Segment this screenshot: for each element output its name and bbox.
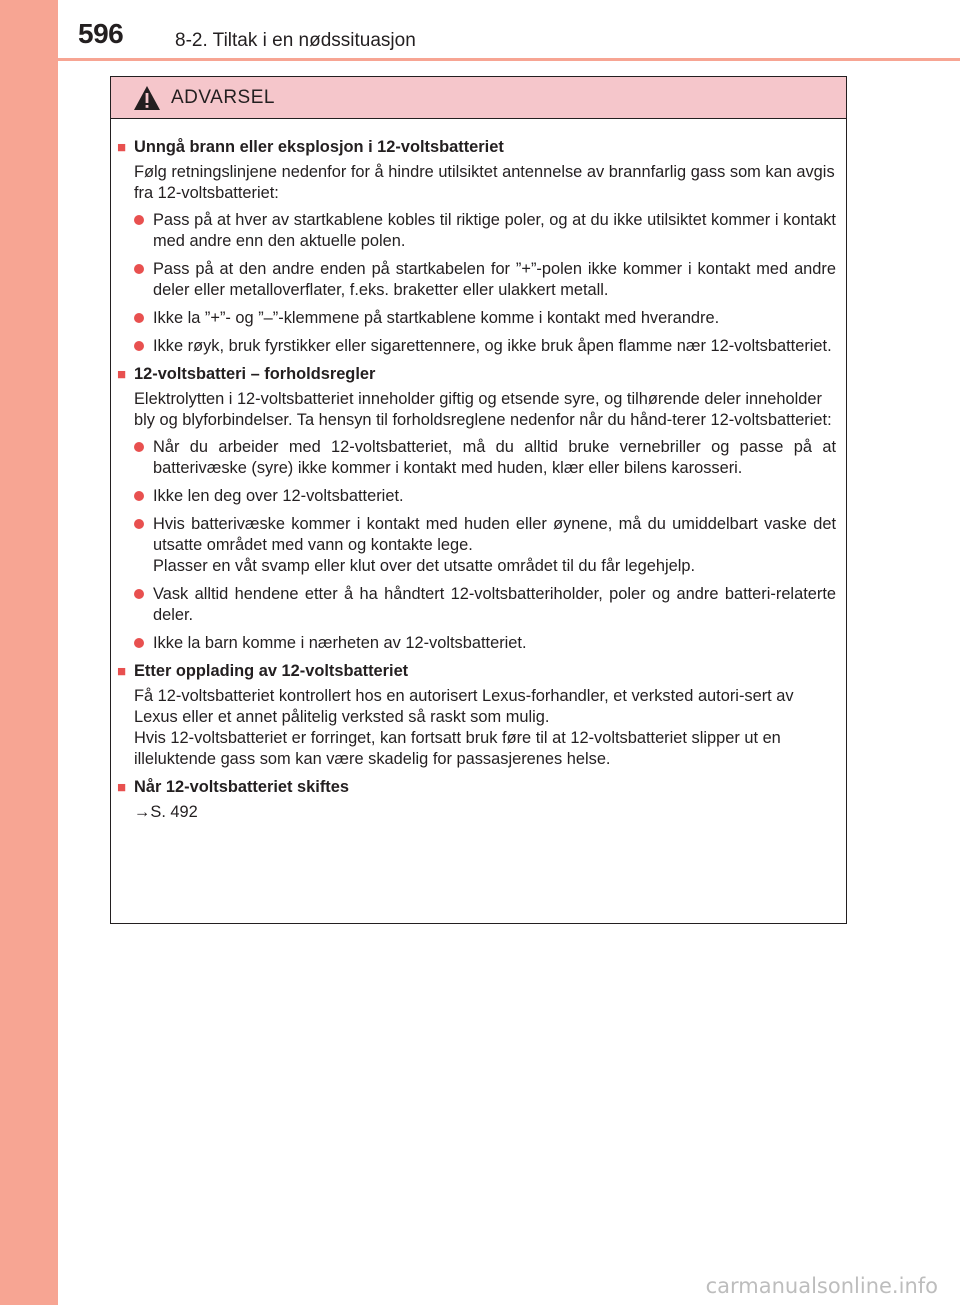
warning-triangle-icon bbox=[133, 85, 161, 111]
section-heading bbox=[117, 137, 836, 158]
red-dot-icon bbox=[134, 308, 153, 329]
list-item-text: Hvis batterivæske kommer i kontakt med huden eller øynene, må du umiddelbart vaske det utsatte området med vann og kontakte lege. bbox=[153, 515, 836, 554]
section-paragraph bbox=[134, 686, 836, 770]
warning-section bbox=[117, 661, 836, 770]
warning-section bbox=[117, 137, 836, 357]
section-paragraph bbox=[134, 162, 836, 204]
warning-section bbox=[117, 777, 836, 823]
list-item bbox=[134, 210, 836, 252]
section-title: 8-2. Tiltak i en nødssituasjon bbox=[175, 30, 416, 51]
list-item-text: Vask alltid hendene etter å ha håndtert 12-voltsbatteriholder, poler og andre batteri-relaterte deler. bbox=[153, 585, 836, 624]
list-item bbox=[134, 514, 836, 577]
page-reference: →S. 492 bbox=[134, 803, 198, 821]
header-rule bbox=[58, 58, 960, 61]
page-number: 596 bbox=[78, 18, 124, 49]
square-bullet-icon: ■ bbox=[117, 366, 127, 383]
red-dot-icon bbox=[134, 210, 153, 231]
red-dot-icon bbox=[134, 336, 153, 357]
warning-body bbox=[111, 119, 846, 823]
paragraph-line: Få 12-voltsbatteriet kontrollert hos en autorisert Lexus-forhandler, et verksted autori-sert av Lexus eller et annet pålitelig verksted så raskt som mulig. bbox=[134, 687, 794, 726]
page-header bbox=[58, 0, 960, 64]
list-item-text: Når du arbeider med 12-voltsbatteriet, må du alltid bruke vernebriller og passe på at batterivæske (syre) ikke kommer i kontakt med huden, klær eller bilens karosseri. bbox=[153, 438, 836, 477]
warning-title: ADVARSEL bbox=[171, 87, 275, 108]
section-heading bbox=[117, 364, 836, 385]
warning-box bbox=[110, 76, 847, 924]
list-item-text: Ikke røyk, bruk fyrstikker eller sigarettennere, og ikke bruk åpen flamme nær 12-voltsbatteriet. bbox=[153, 337, 832, 355]
red-dot-icon bbox=[134, 514, 153, 535]
list-item-text: Ikke la ”+”- og ”–”-klemmene på startkablene komme i kontakt med hverandre. bbox=[153, 309, 720, 327]
red-dot-icon bbox=[134, 584, 153, 605]
red-dot-icon bbox=[134, 486, 153, 507]
list-item bbox=[134, 336, 836, 357]
warning-section bbox=[117, 364, 836, 654]
list-item bbox=[134, 308, 836, 329]
list-item bbox=[134, 633, 836, 654]
paragraph-line: Følg retningslinjene nedenfor for å hindre utilsiktet antennelse av brannfarlig gass som kan avgis fra 12-voltsbatteriet: bbox=[134, 163, 835, 202]
paragraph-line: Elektrolytten i 12-voltsbatteriet inneholder giftig og etsende syre, og tilhørende deler inneholder bly og blyforbindelser. Ta hensyn til forholdsreglene nedenfor når du hånd-terer 12-voltsbatteriet: bbox=[134, 390, 832, 429]
paragraph-line: Hvis 12-voltsbatteriet er forringet, kan fortsatt bruk føre til at 12-voltsbatteriet slipper ut en illeluktende gass som kan være skadelig for passasjerenes helse. bbox=[134, 729, 781, 768]
section-heading-text: Etter opplading av 12-voltsbatteriet bbox=[134, 662, 409, 680]
section-heading-text: 12-voltsbatteri – forholdsregler bbox=[134, 365, 376, 383]
red-dot-icon bbox=[134, 437, 153, 458]
section-heading bbox=[117, 777, 836, 798]
section-heading-text: Unngå brann eller eksplosjon i 12-voltsbatteriet bbox=[134, 138, 504, 156]
list-item-text: Ikke la barn komme i nærheten av 12-voltsbatteriet. bbox=[153, 634, 527, 652]
list-item-text: Pass på at den andre enden på startkabelen for ”+”-polen ikke kommer i kontakt med andre deler eller metalloverflater, f.eks. braketter eller ulakkert metall. bbox=[153, 260, 836, 299]
list-item-text: Ikke len deg over 12-voltsbatteriet. bbox=[153, 487, 404, 505]
section-heading-text: Når 12-voltsbatteriet skiftes bbox=[134, 778, 349, 796]
section-heading bbox=[117, 661, 836, 682]
list-item bbox=[134, 486, 836, 507]
list-item bbox=[134, 584, 836, 626]
watermark: carmanualsonline.info bbox=[705, 1274, 938, 1298]
side-color-strip bbox=[0, 0, 58, 1305]
list-item-text: Pass på at hver av startkablene kobles til riktige poler, og at du ikke utilsiktet kommer i kontakt med andre enn den aktuelle polen. bbox=[153, 211, 836, 250]
warning-header bbox=[111, 77, 846, 119]
red-dot-icon bbox=[134, 633, 153, 654]
list-item-text: Plasser en våt svamp eller klut over det utsatte området til du får legehjelp. bbox=[153, 557, 696, 575]
square-bullet-icon: ■ bbox=[117, 139, 127, 156]
list-item bbox=[134, 259, 836, 301]
section-paragraph bbox=[134, 389, 836, 431]
square-bullet-icon: ■ bbox=[117, 663, 127, 680]
square-bullet-icon: ■ bbox=[117, 779, 127, 796]
red-dot-icon bbox=[134, 259, 153, 280]
list-item bbox=[134, 437, 836, 479]
